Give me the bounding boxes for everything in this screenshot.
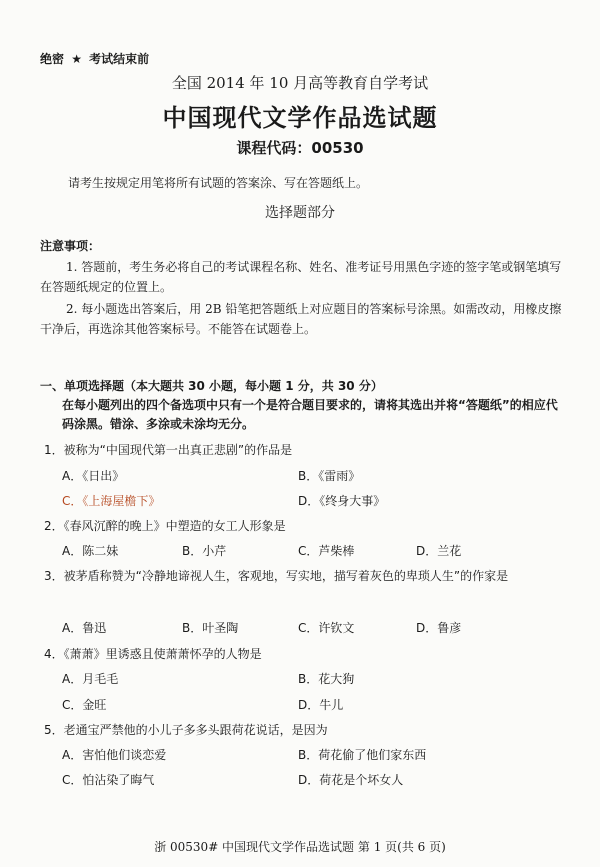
course-code: 课程代码：00530: [236, 139, 364, 157]
question-option: B．荷花偷了他们家东西: [298, 748, 427, 762]
page-footer: 浙 00530# 中国现代文学作品选试题 第 1 页(共 6 页): [154, 840, 446, 854]
question-option: B．叶圣陶: [182, 621, 239, 635]
question-option: B．花大狗: [298, 672, 355, 686]
question-option: C．金旺: [62, 698, 107, 712]
question-option: D．兰花: [416, 544, 462, 558]
question-option: C．许钦文: [298, 621, 355, 635]
question-stem: 2．《春风沉醉的晚上》中塑造的女工人形象是: [44, 519, 286, 533]
question-stem: 3．被茅盾称赞为“冷静地谛视人生，客观地，写实地，描写着灰色的卑琐人生”的作家是: [44, 569, 509, 583]
question-option: A．月毛毛: [62, 672, 119, 686]
question-option: D．荷花是个坏女人: [298, 773, 404, 787]
page-title: 中国现代文学作品选试题: [162, 104, 438, 132]
part-heading: 一、单项选择题（本大题共 30 小题，每小题 1 分，共 30 分）: [40, 379, 383, 393]
part-description: 在每小题列出的四个备选项中只有一个是符合题目要求的，请将其选出并将“答题纸”的相应代码涂黑。错涂、多涂或未涂均无分。: [62, 398, 558, 431]
question-option: A．《日出》: [62, 469, 125, 483]
question-stem: 5．老通宝严禁他的小儿子多多头跟荷花说话，是因为: [44, 723, 328, 737]
star-icon: ★: [71, 52, 82, 66]
question-option: B．小芹: [182, 544, 227, 558]
note-item: 1. 答题前，考生务必将自己的考试课程名称、姓名、准考证号用黑色字迹的签字笔或钢笔填写在答题纸规定的位置上。: [40, 260, 562, 294]
question-option: C．芦柴棒: [298, 544, 355, 558]
question-option: C．怕沾染了晦气: [62, 773, 155, 787]
question-option: C．《上海屋檐下》: [62, 494, 161, 508]
secret-status: 考试结束前: [89, 52, 150, 66]
question-option: A．陈二妹: [62, 544, 119, 558]
question-option: A．害怕他们谈恋爱: [62, 748, 167, 762]
confidentiality-mark: [40, 50, 149, 67]
instruction-text: 请考生按规定用笔将所有试题的答案涂、写在答题纸上。: [68, 176, 369, 190]
question-option: D．鲁彦: [416, 621, 462, 635]
question-stem: 4．《萧萧》里诱惑且使萧萧怀孕的人物是: [44, 647, 262, 661]
question-option: A．鲁迅: [62, 621, 107, 635]
secret-label: 绝密: [40, 52, 65, 66]
question-stem: 1．被称为“中国现代第一出真正悲剧”的作品是: [44, 443, 293, 457]
exam-session-line: 全国 2014 年 10 月高等教育自学考试: [171, 74, 429, 92]
question-option: D．《终身大事》: [298, 494, 386, 508]
note-item: 2. 每小题选出答案后，用 2B 铅笔把答题纸上对应题目的答案标号涂黑。如需改动，用橡皮擦干净后，再选涂其他答案标号。不能答在试题卷上。: [40, 302, 562, 336]
section-title: 选择题部分: [265, 205, 335, 221]
question-option: B．《雷雨》: [298, 469, 361, 483]
notes-heading: 注意事项：: [40, 239, 101, 253]
question-option: D．牛儿: [298, 698, 344, 712]
